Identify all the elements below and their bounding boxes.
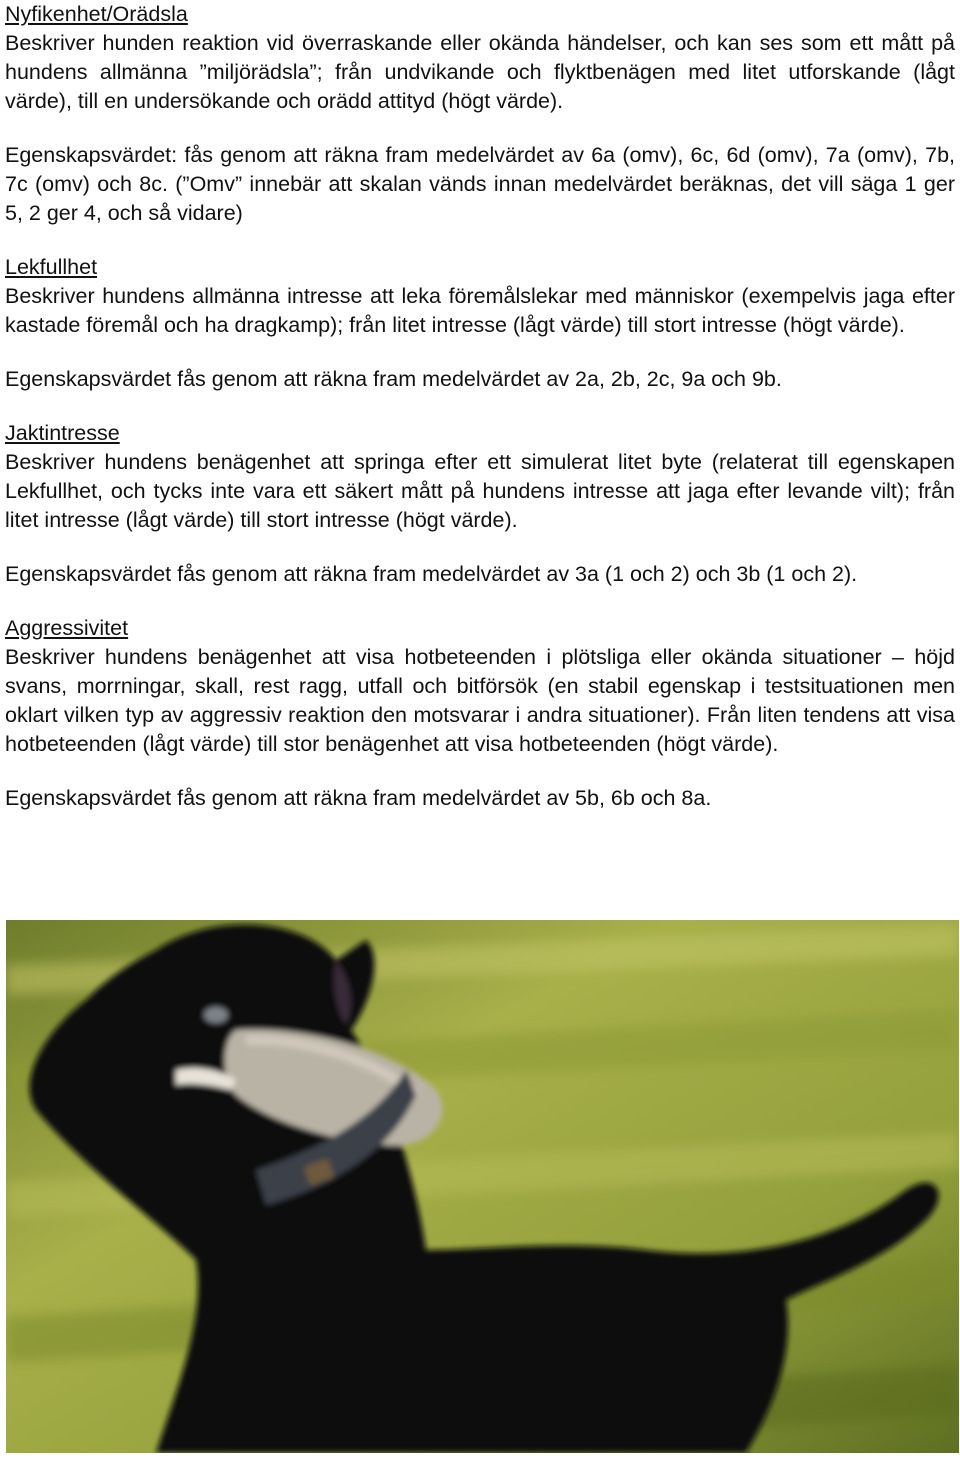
section-aggressivitet (5, 614, 955, 813)
section-calculation: Egenskapsvärdet fås genom att räkna fram medelvärdet av 5b, 6b och 8a. (5, 786, 712, 810)
section-jaktintresse (5, 419, 955, 589)
section-heading: Jaktintresse (5, 421, 120, 445)
section-heading: Lekfullhet (5, 255, 98, 279)
section-description: Beskriver hundens benägenhet att springa efter ett simulerat litet byte (relaterat till egenskapen Lekfullhet, och tycks inte vara ett säkert mått på hundens intresse att jaga efter levande vilt); från litet intresse (lågt värde) till stort intresse (högt värde). (5, 450, 955, 532)
section-calculation: Egenskapsvärdet: fås genom att räkna fram medelvärdet av 6a (omv), 6c, 6d (omv), 7a (omv), 7b, 7c (omv) och 8c. (”Omv” innebär att skalan vänds innan medelvärdet beräknas, det vill säga 1 ger 5, 2 ger 4, och så vidare) (5, 143, 955, 225)
section-description: Beskriver hundens allmänna intresse att leka föremålslekar med människor (exempelvis jaga efter kastade föremål och ha dragkamp); från litet intresse (lågt värde) till stort intresse (högt värde). (5, 284, 955, 337)
section-calculation: Egenskapsvärdet fås genom att räkna fram medelvärdet av 2a, 2b, 2c, 9a och 9b. (5, 367, 782, 391)
document-body (5, 0, 955, 813)
section-nyfikenhet (5, 0, 955, 228)
section-calculation: Egenskapsvärdet fås genom att räkna fram medelvärdet av 3a (1 och 2) och 3b (1 och 2). (5, 562, 858, 586)
black-dog-with-toy-photo (6, 920, 959, 1453)
section-lekfullhet (5, 253, 955, 394)
section-heading: Nyfikenhet/Orädsla (5, 2, 188, 26)
section-heading: Aggressivitet (5, 616, 129, 640)
section-description: Beskriver hunden reaktion vid överraskande eller okända händelser, och kan ses som ett mått på hundens allmänna ”miljörädsla”; från undvikande och flyktbenägen med litet utforskande (lågt värde), till en undersökande och orädd attityd (högt värde). (5, 31, 955, 113)
section-description: Beskriver hundens benägenhet att visa hotbeteenden i plötsliga eller okända situationer – höjd svans, morrningar, skall, rest ragg, utfall och bitförsök (en stabil egenskap i testsituationen men oklart vilken typ av aggressiv reaktion den motsvarar i andra situationer). Från liten tendens att visa hotbeteenden (lågt värde) till stor benägenhet att visa hotbeteenden (högt värde). (5, 645, 955, 756)
